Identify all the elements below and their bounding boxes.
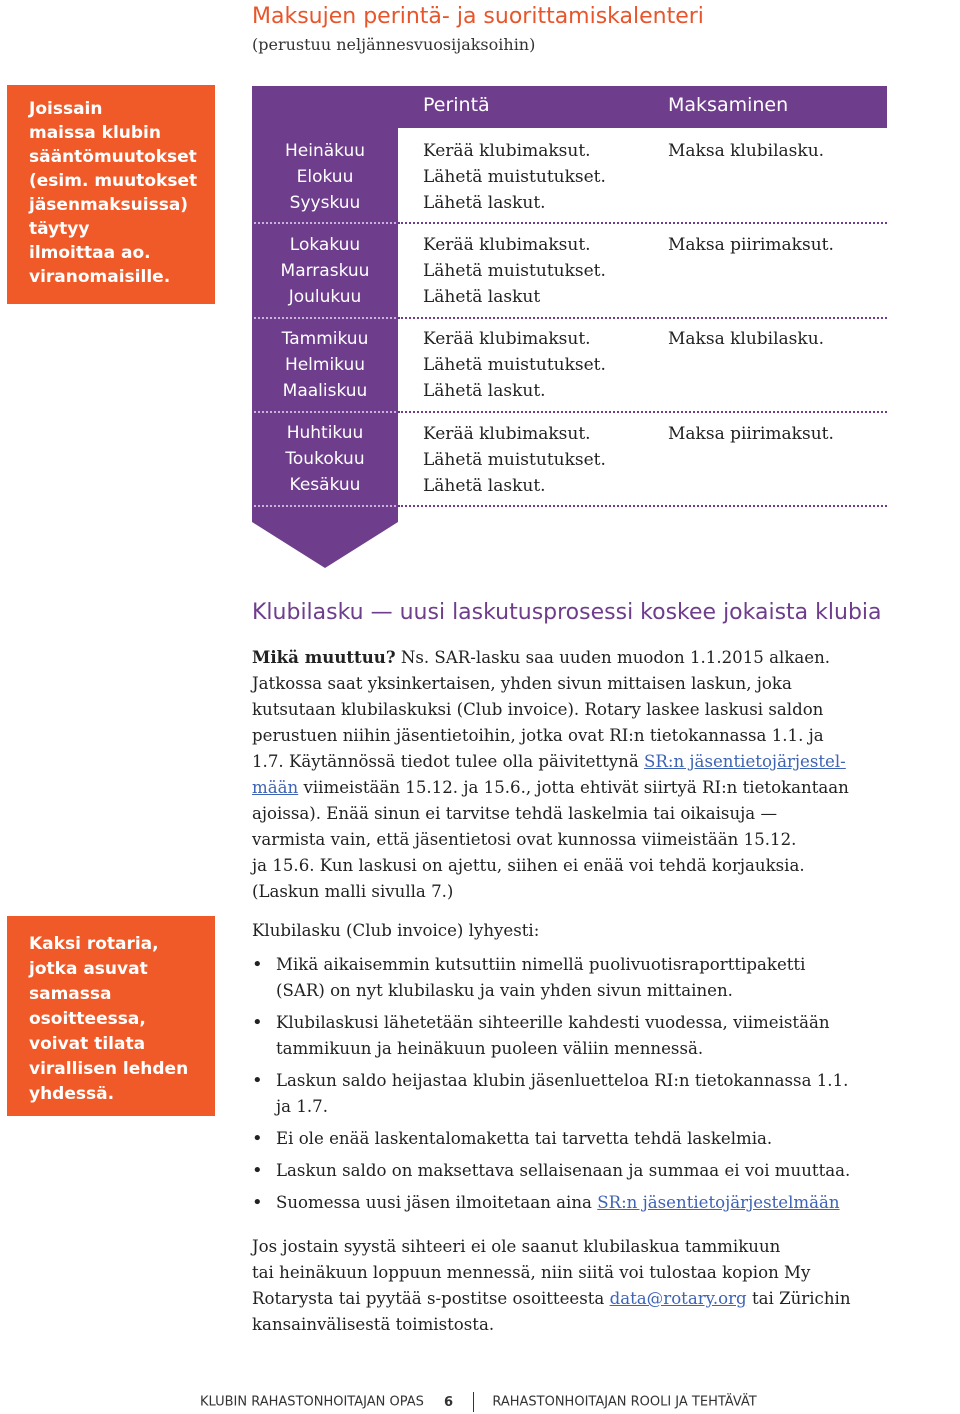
list-item-line: • Mikä aikaisemmin kutsuttiin nimellä puolivuotisraporttipaketti [276,955,806,974]
paragraph-line: varmista vain, että jäsentietosi ovat kunnossa viimeistään 15.12. [252,830,797,849]
list-item-line [276,1190,957,1216]
paragraph-text: 1.7. Käytännössä tiedot tulee olla päivitettynä [252,752,644,771]
perinta-line: Lähetä laskut. [423,476,546,496]
email-link[interactable]: data@rotary.org [609,1289,747,1308]
list-item-line: • Klubilaskusi lähetetään sihteerille kahdesti vuodessa, viimeistään [276,1013,830,1032]
perinta-cell [423,421,606,499]
page-title: Maksujen perintä- ja suorittamiskalenteri [252,4,704,29]
perinta-line: Kerää klubimaksut. [423,424,591,444]
paragraph-line [252,644,957,671]
list-item-line: • Laskun saldo heijastaa klubin jäsenluetteloa RI:n tietokannassa 1.1. [276,1071,849,1090]
months-column [252,86,398,522]
perinta-cell [423,326,606,404]
list-item [252,1010,957,1062]
side-note-line: jäsenmaksuissa) [29,195,189,215]
side-note-line: Joissain [29,99,103,119]
list-item-line: • Ei ole enää laskentalomaketta tai tarvetta tehdä laskelmia. [276,1129,773,1148]
side-note-line: jotka asuvat [29,959,148,979]
perinta-line: Lähetä muistutukset. [423,450,606,470]
perinta-cell [423,138,606,216]
list-item [252,952,957,1004]
maksaminen-cell: Maksa klubilasku. [668,329,825,349]
perinta-line: Kerää klubimaksut. [423,141,591,161]
side-note-line: ilmoittaa ao. [29,243,151,263]
footer-divider [473,1392,474,1412]
month-group-q1 [252,138,398,216]
page-footer [200,1392,800,1412]
list-item-line: tammikuun ja heinäkuun puoleen väliin mennessä. [276,1039,704,1058]
list-item [252,1190,957,1216]
perinta-line: Lähetä laskut. [423,193,546,213]
header-maksaminen: Maksaminen [668,94,789,116]
paragraph-line: kutsutaan klubilaskuksi (Club invoice). Rotary laskee laskusi saldon [252,700,824,719]
list-item-text: Suomessa uusi jäsen ilmoitetaan aina [276,1193,598,1212]
perinta-line: Kerää klubimaksut. [423,329,591,349]
summary-label: Klubilasku (Club invoice) lyhyesti: [252,921,540,940]
paragraph-line [252,749,957,775]
paragraph-line: Jatkossa saat yksinkertaisen, yhden sivun mittaisen laskun, joka [252,674,792,693]
side-note-line: maissa klubin [29,123,161,143]
membership-system-link[interactable]: SR:n jäsentietojärjestel- [644,752,846,771]
side-note-line: voivat tilata [29,1034,146,1054]
month-label: Helmikuu [284,355,366,375]
footer-right: RAHASTONHOITAJAN ROOLI JA TEHTÄVÄT [492,1394,757,1410]
membership-system-link-cont[interactable]: mään [252,778,299,797]
perinta-line: Kerää klubimaksut. [423,235,591,255]
side-note-line: viranomaisille. [29,267,171,287]
month-label: Lokakuu [289,235,361,255]
list-item-line: (SAR) on nyt klubilasku ja vain yhden sivun mittainen. [276,981,733,1000]
month-label: Tammikuu [281,329,369,349]
month-group-q2 [252,232,398,310]
month-label: Maaliskuu [282,381,368,401]
paragraph-text: tai Zürichin [746,1289,851,1308]
month-label: Heinäkuu [284,141,366,161]
side-note-line: yhdessä. [29,1084,115,1104]
maksaminen-cell: Maksa piirimaksut. [668,235,834,255]
intro-paragraph [252,644,957,905]
header-perinta: Perintä [423,94,490,116]
paragraph-line [252,775,957,801]
month-group-q4 [252,420,398,498]
summary-list [252,952,957,1216]
row-divider [398,505,887,507]
perinta-line: Lähetä muistutukset. [423,167,606,187]
footer-left: KLUBIN RAHASTONHOITAJAN OPAS [200,1394,424,1410]
side-note-bottom [7,916,215,1116]
list-item [252,1068,957,1120]
perinta-line: Lähetä laskut [423,287,541,307]
paragraph-text: Ns. SAR-lasku saa uuden muodon 1.1.2015 alkaen. [395,648,831,667]
calendar-header [398,86,887,128]
side-note-line: täytyy [29,219,90,239]
side-note-line: samassa [29,984,112,1004]
month-divider [254,222,396,224]
month-group-q3 [252,326,398,404]
side-note-line: (esim. muutokset [29,171,198,191]
month-divider [254,411,396,413]
closing-paragraph [252,1234,957,1338]
section-heading: Klubilasku — uusi laskutusprosessi koskee jokaista klubia [252,600,882,625]
paragraph-bold: Mikä muuttuu? [252,647,396,667]
paragraph-line: kansainvälisestä toimistosta. [252,1315,495,1334]
month-label: Syyskuu [289,193,361,213]
list-item [252,1126,957,1152]
paragraph-line: tai heinäkuun loppuun mennessä, niin siitä voi tulostaa kopion My [252,1263,811,1282]
paragraph-line [252,1286,957,1312]
side-note-line: sääntömuutokset [29,147,197,167]
side-note-line: Kaksi rotaria, [29,934,159,954]
paragraph-text: Rotarysta tai pyytää s-postitse osoitteesta [252,1289,610,1308]
month-label: Joulukuu [288,287,362,307]
page-subtitle: (perustuu neljännesvuosijaksoihin) [252,35,536,54]
paragraph-line: ja 15.6. Kun laskusi on ajettu, siihen ei enää voi tehdä korjauksia. [252,856,805,875]
month-label: Huhtikuu [286,423,364,443]
paragraph-line: ajoissa). Enää sinun ei tarvitse tehdä laskelmia tai oikaisuja — [252,804,778,823]
row-divider [398,317,887,319]
side-note-top [7,85,215,304]
month-label: Kesäkuu [289,475,361,495]
row-divider [398,411,887,413]
perinta-cell [423,232,606,310]
maksaminen-cell: Maksa klubilasku. [668,141,825,161]
month-divider [254,317,396,319]
paragraph-line: Jos jostain syystä sihteeri ei ole saanut klubilaskua tammikuun [252,1237,781,1256]
page-number: 6 [444,1394,454,1410]
paragraph-line: (Laskun malli sivulla 7.) [252,882,454,901]
perinta-line: Lähetä muistutukset. [423,355,606,375]
perinta-line: Lähetä laskut. [423,381,546,401]
month-label: Marraskuu [280,261,370,281]
list-item [252,1158,957,1184]
list-item-line: ja 1.7. [276,1097,328,1116]
month-label: Elokuu [296,167,354,187]
row-divider [398,222,887,224]
maksaminen-cell: Maksa piirimaksut. [668,424,834,444]
month-label: Toukokuu [285,449,365,469]
paragraph-line: perustuen niihin jäsentietoihin, jotka ovat RI:n tietokannassa 1.1. ja [252,726,824,745]
perinta-line: Lähetä muistutukset. [423,261,606,281]
side-note-line: virallisen lehden [29,1059,189,1079]
list-item-line: • Laskun saldo on maksettava sellaisenaan ja summaa ei voi muuttaa. [276,1161,851,1180]
paragraph-text: viimeistään 15.12. ja 15.6., jotta ehtivät siirtyä RI:n tietokantaan [298,778,849,797]
side-note-line: osoitteessa, [29,1009,146,1029]
month-divider [254,505,396,507]
summary-list-wrap [252,952,957,1222]
membership-system-link-2[interactable]: SR:n jäsentietojärjestelmään [597,1193,840,1212]
timeline-arrow [252,522,398,568]
